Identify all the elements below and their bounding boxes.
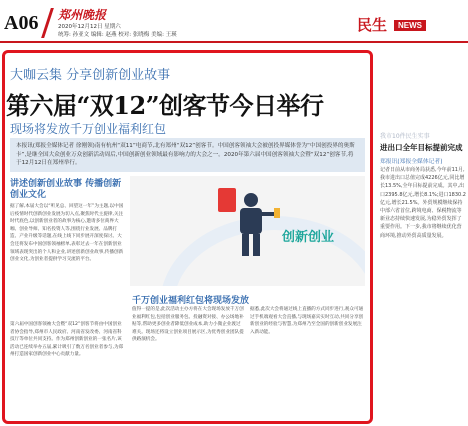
left-body-column-2 xyxy=(10,321,125,417)
mid-body-column xyxy=(132,306,244,418)
sidebar-ghost-heading: 我市10件民生实事 xyxy=(380,133,430,140)
section-badge: NEWS xyxy=(394,20,426,31)
section-title: 民生 xyxy=(357,16,388,34)
issue-date: 2020年12月12日 星期六 xyxy=(58,24,121,30)
mid-body-text: 值得一提的是,此次活动主办方将在大会现场发放千万创业福利红包,包括创业服务包、投融资对接、办公场地补贴等,帮助更多创业者降低创业成本,助力小微企业渡过难关。现场还将设立创业项目展示区,为优秀创业团队提供路演机会。 xyxy=(132,307,244,343)
masthead xyxy=(0,0,468,44)
left-title-text: 讲述创新创业故事 传播创新创业文化 xyxy=(10,179,122,200)
mid-section-title: 千万创业福利红包将现场发放 xyxy=(132,296,250,306)
article-headline[interactable]: 第六届“双12”创客节今日举行 xyxy=(6,91,324,120)
sidebar-body xyxy=(380,166,466,418)
left-body-text: 据了解,本届大会以“听见总、回望这一年”为主题,以中国后疫情时代创新创业发展为切入点,聚焦时代主旋律,关注时代底色,以创新创业者的故事为核心,邀请多位商界大咖、创业导师、知名投资人等,围绕行业发展、品牌打造、产业升级等话题,在线上线下同步展开深度探讨。大会还将发布中国创客领袖榜单,表彰过去一年在创新创业领域表现突出的个人和企业,讲述创新创业故事,传播创新创业文化,为创业者提供学习交流的平台。 xyxy=(10,204,124,263)
article-subhead: 现场将发放千万创业福利红包 xyxy=(10,122,167,136)
newspaper-name: 郑州晚报 xyxy=(58,8,107,22)
date-line xyxy=(58,22,121,30)
sidebar-subtitle: 郑报讯(郑报全媒体记者) xyxy=(380,159,443,165)
editors-line xyxy=(58,30,177,38)
red-folder-icon xyxy=(218,188,236,212)
staff: 美编: 王瑛 xyxy=(151,32,177,38)
page-number: A06 xyxy=(4,12,39,34)
sidebar-title[interactable]: 进出口全年目标提前完成 xyxy=(380,143,463,152)
article-lead: 本报讯(郑报全媒体记者 徐刚领)南有杭州“双11”电商节,北有郑州“双12”创客节。中国创客领袖大会被创投界媒体誉为“中国创投界的奥斯卡”,是继全国大众创业万众创新活动周后,中国创新创业领域最有影响力的大会之一。2020年第六届中国创客领袖大会暨“双12”创客节,将于12月12日在郑州举行。 xyxy=(10,138,365,172)
editors: 统筹: 孙亚文 编辑: 赵燕 校对: 张晓梅 xyxy=(58,32,150,38)
masthead-rule xyxy=(0,41,468,43)
mid-body-column-2 xyxy=(250,306,365,418)
article-kicker: 大咖云集 分享创新创业故事 xyxy=(10,68,171,83)
mid-body-text-2: 据悉,此次大会将通过线上直播的方式同步进行,观众可通过手机端观看大会直播,与现场嘉宾实时互动,共同分享创新创业的经验与智慧,为郑州乃至全国的创新创业发展注入新动能。 xyxy=(250,307,364,335)
illustration-caption: 创新创业 xyxy=(282,230,335,245)
sidebar-body-text: 记者日前从市商务局获悉,今年前11月,我市进出口总值完成4226亿元,同比增长13.5%,全年目标提前完成。其中,出口2395.8亿元,增长8.1%;进口1830.2亿元,增长21.5%。外贸规模继续保持中部六省首位,跨境电商、保税物流等新业态持续快速发展,为稳外贸发挥了重要作用。下一步,我市将继续优化营商环境,推动外贸高质量发展。 xyxy=(380,167,466,239)
masthead-slash xyxy=(41,8,54,38)
article-illustration xyxy=(130,176,365,286)
left-body-column xyxy=(10,203,125,318)
left-body-text-2: 第六届中国创客领袖大会暨“双12”创客节将由中国创业者协会指导,郑州市人民政府、河南省发改委、河南省科技厅等单位共同支持。作为郑州创新创业的一张名片,该活动已连续举办五届,累计吸引了数万名创业者参与,为郑州打造国家创新创业中心贡献力量。 xyxy=(10,322,124,358)
left-section-title xyxy=(10,179,122,201)
